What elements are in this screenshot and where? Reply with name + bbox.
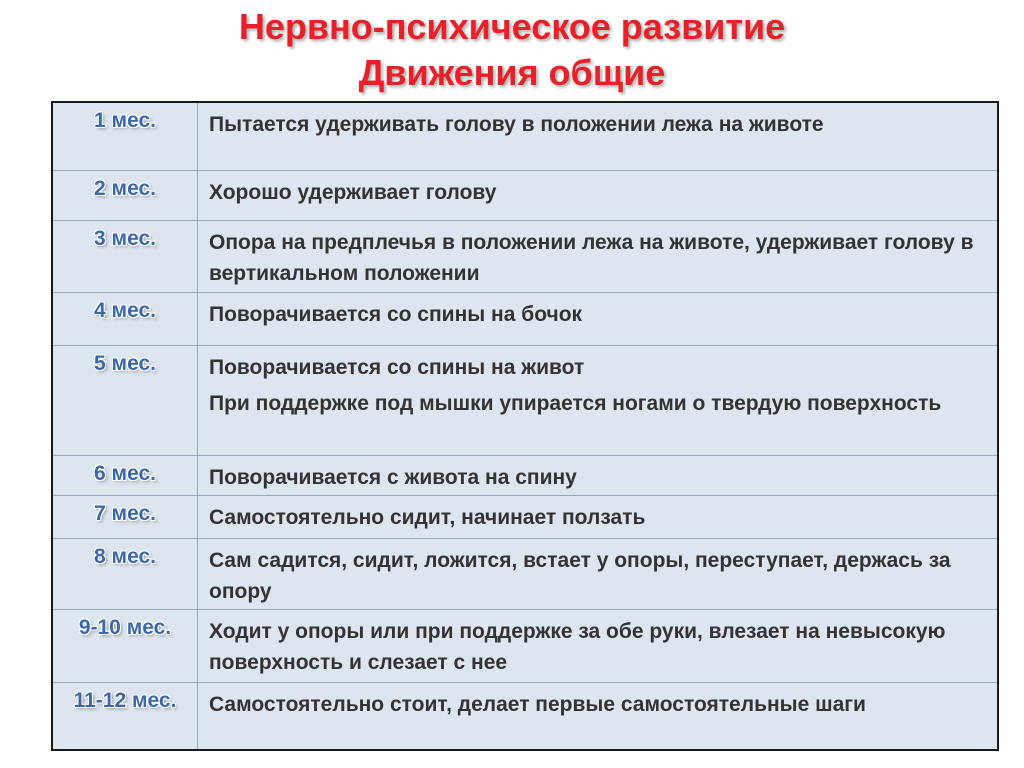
description-line: Поворачивается со спины на живот: [209, 355, 585, 379]
table-row: [52, 682, 998, 750]
table-row: [52, 170, 998, 220]
table-row: [52, 455, 998, 495]
table-row: [52, 345, 998, 455]
development-table: [51, 101, 999, 751]
month-cell: 5 мес.: [52, 345, 198, 455]
month-cell: 7 мес.: [52, 495, 198, 538]
description-cell: Хорошо удерживает голову: [198, 170, 999, 220]
page-title: Нервно-психическое развитие: [238, 6, 786, 47]
description-cell: Поворачивается с живота на спину: [198, 455, 999, 495]
description-cell: Сам садится, сидит, ложится, встает у опоры, переступает, держась за опору: [198, 538, 999, 609]
month-cell: 8 мес.: [52, 538, 198, 609]
month-cell: 4 мес.: [52, 292, 198, 345]
description-line: При поддержке под мышки упирается ногами о твердую поверхность: [209, 391, 942, 415]
month-cell: 1 мес.: [52, 102, 198, 170]
table-row: [52, 495, 998, 538]
description-cell: Самостоятельно сидит, начинает ползать: [198, 495, 999, 538]
description-cell: Ходит у опоры или при поддержке за обе руки, влезает на невысокую поверхность и слезает с нее: [198, 609, 999, 682]
month-cell: 2 мес.: [52, 170, 198, 220]
table-row: [52, 538, 998, 609]
table-row: [52, 220, 998, 292]
month-cell: 6 мес.: [52, 455, 198, 495]
table-row: [52, 609, 998, 682]
month-cell: 9-10 мес.: [52, 609, 198, 682]
description-cell: Самостоятельно стоит, делает первые самостоятельные шаги: [198, 682, 999, 750]
description-cell: Поворачивается со спины на бочок: [198, 292, 999, 345]
description-cell: Опора на предплечья в положении лежа на животе, удерживает голову в вертикальном положении: [198, 220, 999, 292]
month-cell: 3 мес.: [52, 220, 198, 292]
month-cell: 11-12 мес.: [52, 682, 198, 750]
table-row: [52, 292, 998, 345]
page-subtitle: Движения общие: [358, 52, 666, 93]
description-cell: Пытается удерживать голову в положении лежа на животе: [198, 102, 999, 170]
table-row: [52, 102, 998, 170]
description-cell: [198, 345, 999, 455]
